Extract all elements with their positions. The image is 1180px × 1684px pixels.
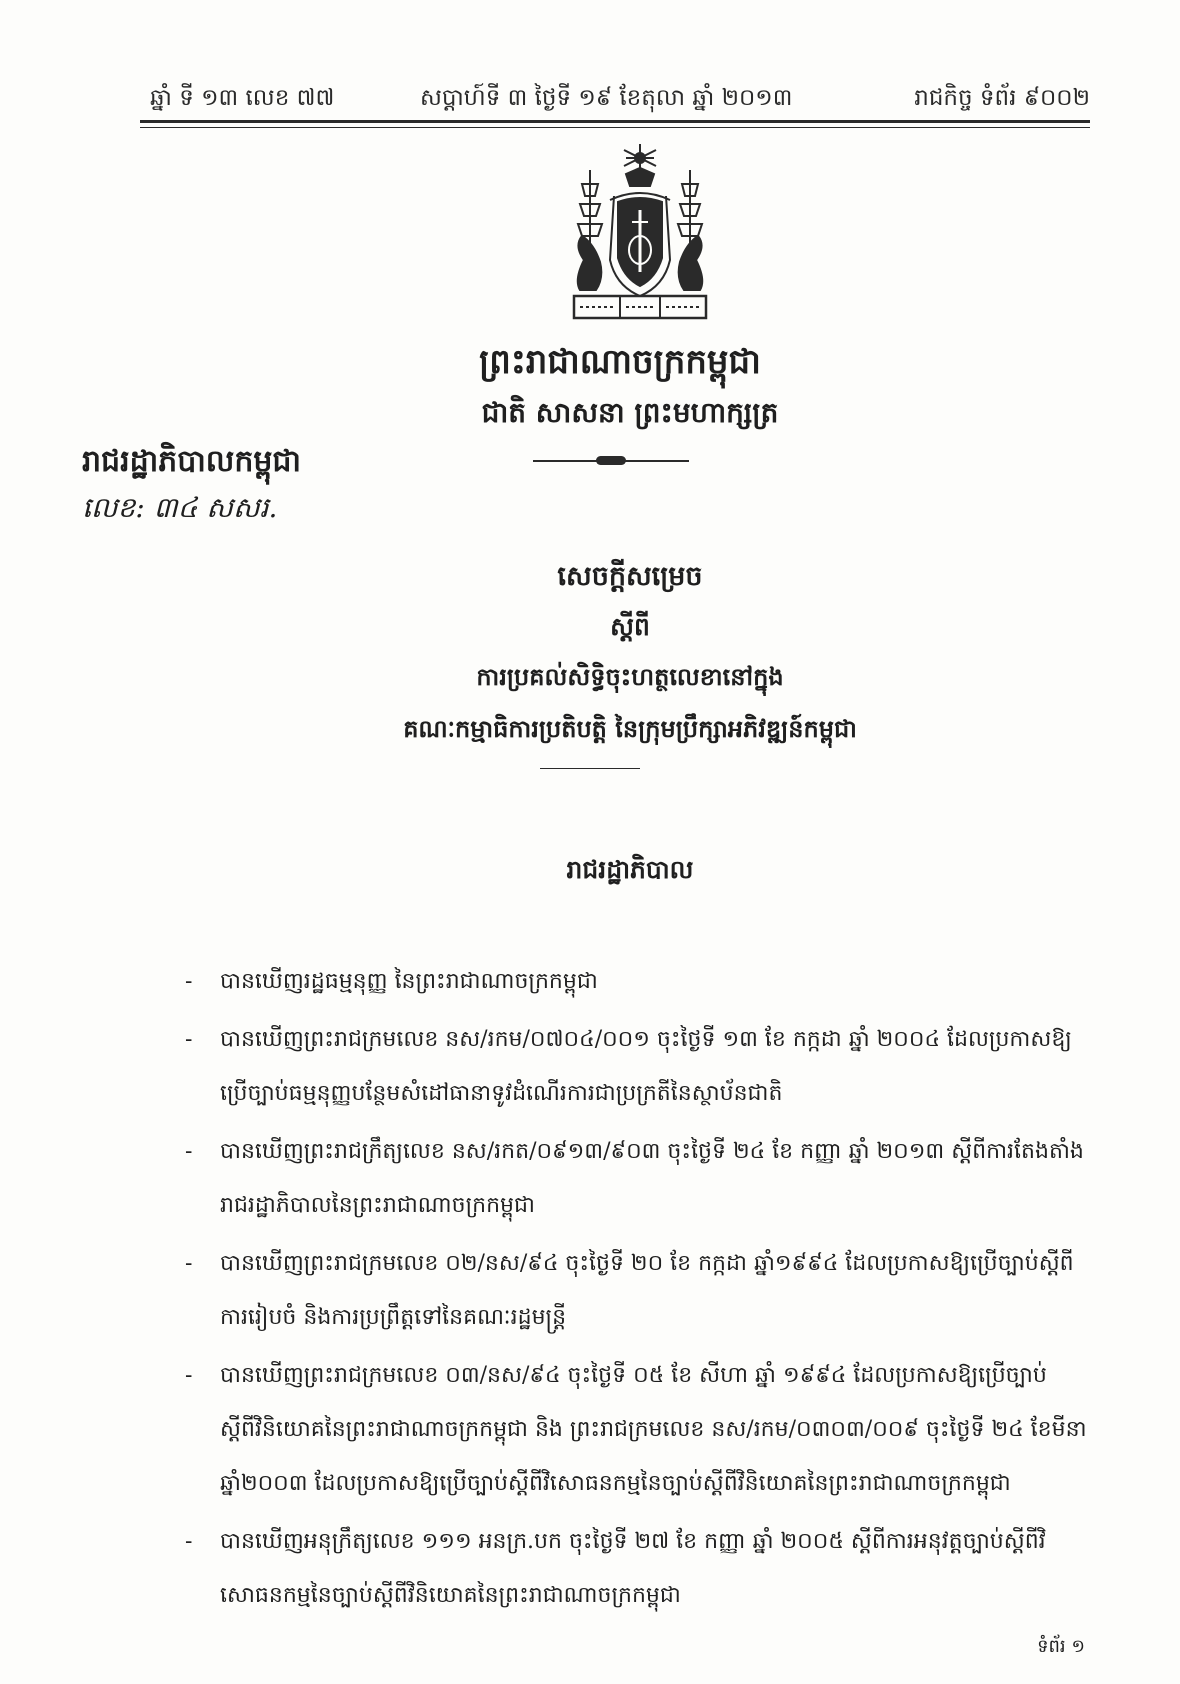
preamble-item [185,955,1090,1009]
decision-subject-line1: ការប្រគល់សិទ្ធិចុះហត្ថលេខានៅក្នុង [476,662,784,691]
bullet-dash-icon: - [185,1529,193,1554]
bullet-dash-icon: - [185,1251,193,1276]
divider-ornament [533,460,689,462]
issuer-org: រាជរដ្ឋាភិបាលកម្ពុជា [82,444,301,479]
preamble-item-text: បានឃើញអនុក្រឹត្យលេខ ១១១ អនក្រ.បក ចុះថ្ងៃទី ២៧ ខែ កញ្ញា ឆ្នាំ ២០០៥ ស្ដីពីការអនុវត្តច្បាប់ស្ដីពីវិសោធនកម្មនៃច្បាប់ស្ដីពីវិនិយោគនៃព្រះរាជាណាចក្រកម្ពុជា [220,1529,1046,1608]
header-rule [140,120,1090,123]
preamble-item [185,1349,1090,1511]
decision-title: សេចក្ដីសម្រេច [557,561,703,592]
preamble-item [185,1013,1090,1121]
preamble-item [185,1237,1090,1345]
preamble-item [185,1515,1090,1623]
kingdom-name: ព្រះរាជាណាចក្រកម្ពុជា [479,342,761,382]
kingdom-motto: ជាតិ សាសនា ព្រះមហាក្សត្រ [481,396,779,429]
preamble-item-text: បានឃើញព្រះរាជក្រមលេខ នស/រកម/០៧០៤/០០១ ចុះថ្ងៃទី ១៣ ខែ កក្កដា ឆ្នាំ ២០០៤ ដែលប្រកាសឱ្យប្រើច្បាប់ធម្មនុញ្ញបន្ថែមសំដៅធានាទូវដំណើរការជាប្រក្រតីនៃស្ថាប័នជាតិ [220,1027,1072,1106]
preamble-item-text: បានឃើញរដ្ឋធម្មនុញ្ញ នៃព្រះរាជាណាចក្រកម្ពុជា [220,969,598,994]
gazette-date: សប្តាហ៍ទី ៣ ថ្ងៃទី ១៩ ខែតុលា ឆ្នាំ ២០១៣ [420,85,793,111]
page-number: ទំព័រ ១ [1037,1636,1085,1657]
preamble-item-text: បានឃើញព្រះរាជក្រមលេខ ០២/នស/៩៤ ចុះថ្ងៃទី ២០ ខែ កក្កដា ឆ្នាំ១៩៩៤ ដែលប្រកាសឱ្យប្រើច្បាប់ស្ដីពីការរៀបចំ និងការប្រព្រឹត្តទៅនៃគណៈរដ្ឋមន្ត្រី [220,1251,1074,1330]
issuing-authority: រាជរដ្ឋាភិបាល [566,855,694,884]
reference-number: លេខ: ៣៤ សសរ. [82,491,278,524]
royal-coat-of-arms-icon [560,140,720,330]
header-rule-thin [140,127,1090,128]
bullet-dash-icon: - [185,969,193,994]
preamble-item-text: បានឃើញព្រះរាជក្រមលេខ ០៣/នស/៩៤ ចុះថ្ងៃទី ០៥ ខែ សីហា ឆ្នាំ ១៩៩៤ ដែលប្រកាសឱ្យប្រើច្បាប់ស្ដីពីវិនិយោគនៃព្រះរាជាណាចក្រកម្ពុជា និង ព្រះរាជក្រមលេខ នស/រកម/០៣០៣/០០៩ ចុះថ្ងៃទី ២៤ ខែមីនា ឆ្នាំ២០០៣ ដែលប្រកាសឱ្យប្រើច្បាប់ស្ដីពីវិសោធនកម្មនៃច្បាប់ស្ដីពីវិនិយោគនៃព្រះរាជាណាចក្រកម្ពុជា [220,1363,1087,1496]
preamble-item-text: បានឃើញព្រះរាជក្រឹត្យលេខ នស/រកត/០៩១៣/៩០៣ ចុះថ្ងៃទី ២៤ ខែ កញ្ញា ឆ្នាំ ២០១៣ ស្ដីពីការតែងតាំងរាជរដ្ឋាភិបាលនៃព្រះរាជាណាចក្រកម្ពុជា [220,1139,1084,1218]
divider-ornament-small [540,768,640,769]
decision-about: ស្ដីពី [610,612,650,641]
preamble-list [185,955,1090,1627]
bullet-dash-icon: - [185,1139,193,1164]
gazette-issue: ឆ្នាំ ទី ១៣ លេខ ៧៧ [150,85,335,111]
gazette-header [140,78,1090,118]
bullet-dash-icon: - [185,1363,193,1388]
bullet-dash-icon: - [185,1027,193,1052]
preamble-item [185,1125,1090,1233]
decision-subject-line2: គណៈកម្មាធិការប្រតិបត្តិ នៃក្រុមប្រឹក្សាអភិវឌ្ឍន៍កម្ពុជា [403,714,857,743]
gazette-page: រាជកិច្ច ទំព័រ ៩០០២ [914,85,1090,111]
